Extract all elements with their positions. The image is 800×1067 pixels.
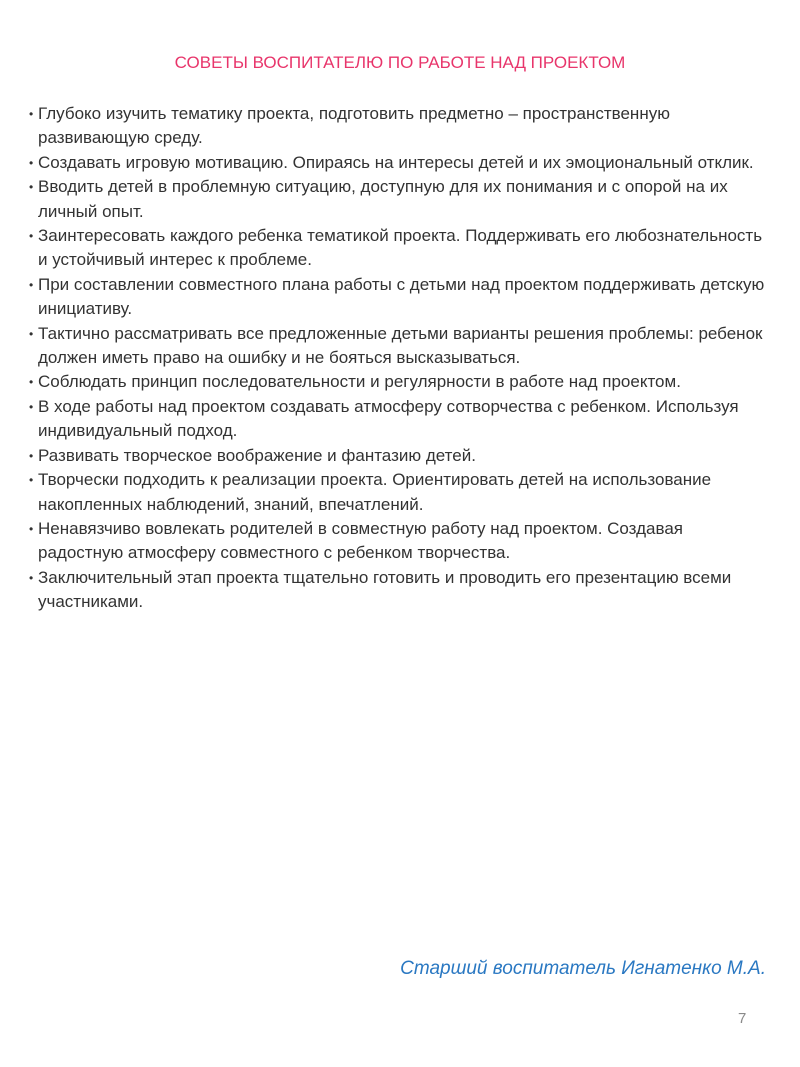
bullet-icon: • — [29, 375, 34, 390]
list-item — [29, 175, 769, 224]
list-item — [29, 566, 769, 615]
list-item-text: Глубоко изучить тематику проекта, подготовить предметно – пространственную развивающую среду. — [38, 104, 670, 148]
list-item-text: Творчески подходить к реализации проекта. Ориентировать детей на использование накопленных наблюдений, знаний, впечатлений. — [38, 470, 712, 514]
list-item-text: Создавать игровую мотивацию. Опираясь на интересы детей и их эмоциональный отклик. — [38, 152, 754, 172]
bullet-icon: • — [29, 326, 34, 341]
list-item-text: Ненавязчиво вовлекать родителей в совместную работу над проектом. Создавая радостную атмосферу совместного с ребенком творчества. — [38, 518, 683, 563]
list-item — [29, 322, 769, 371]
list-item — [29, 395, 769, 444]
list-item — [29, 370, 769, 394]
slide-title: СОВЕТЫ ВОСПИТАТЕЛЮ ПО РАБОТЕ НАД ПРОЕКТОМ — [174, 53, 626, 72]
bullet-icon: • — [29, 277, 34, 292]
author-signature: Старший воспитатель Игнатенко М.А. — [400, 958, 766, 979]
list-item-text: В ходе работы над проектом создавать атмосферу сотворчества с ребенком. Используя индивидуальный подход. — [38, 396, 739, 441]
list-item — [29, 517, 769, 566]
bullet-icon: • — [29, 570, 34, 585]
list-item — [29, 151, 769, 175]
list-item-text: Заключительный этап проекта тщательно готовить и проводить его презентацию всеми участниками. — [38, 567, 732, 612]
bullet-icon: • — [29, 229, 34, 244]
bullet-icon: • — [29, 180, 34, 195]
bullet-icon: • — [29, 448, 34, 463]
bullet-icon: • — [29, 155, 34, 170]
bullet-icon: • — [29, 107, 34, 121]
list-item-text: Вводить детей в проблемную ситуацию, доступную для их понимания и с опорой на их личный опыт. — [38, 177, 728, 221]
list-item-text: Развивать творческое воображение и фантазию детей. — [38, 445, 476, 465]
page-number: 7 — [738, 1010, 747, 1027]
list-item-text: Соблюдать принцип последовательности и регулярности в работе над проектом. — [38, 372, 681, 392]
list-item — [29, 444, 769, 468]
list-item-text: Тактично рассматривать все предложенные детьми варианты решения проблемы: ребенок должен иметь право на ошибку и не бояться высказываться. — [38, 323, 763, 368]
list-item — [29, 102, 769, 151]
list-item — [29, 273, 769, 322]
bullet-icon: • — [29, 521, 34, 536]
bullet-icon: • — [29, 399, 34, 414]
list-item — [29, 224, 769, 273]
list-item — [29, 468, 769, 517]
advice-list — [29, 102, 769, 615]
list-item-text: При составлении совместного плана работы с детьми над проектом поддерживать детскую инициативу. — [38, 274, 765, 319]
bullet-icon: • — [29, 473, 34, 488]
list-item-text: Заинтересовать каждого ребенка тематикой проекта. Поддерживать его любознательность и устойчивый интерес к проблеме. — [38, 226, 763, 270]
